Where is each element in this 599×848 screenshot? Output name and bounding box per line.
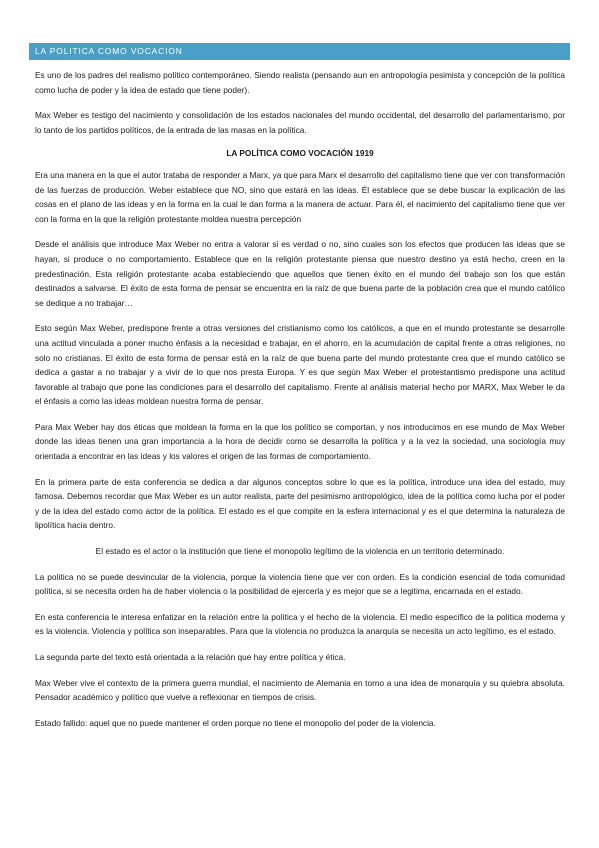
paragraph-11: La segunda parte del texto está orientada a la relación que hay entre política y ética. bbox=[35, 652, 346, 662]
header-title: LA POLITICA COMO VOCACION bbox=[35, 46, 183, 56]
paragraph-9: La política no se puede desvincular de la violencia, porque la violencia tiene que ver con orden. Es la condición esencial de toda comunidad política, si se necesita orden ha de haber violencia o la posibilidad de ejercerla y es mejor que se a legitima, encarnada en el estado. bbox=[35, 571, 565, 597]
paragraph-13: Estado fallido: aquel que no puede mantener el orden porque no tiene el monopolio del poder de la violencia. bbox=[35, 717, 436, 728]
paragraph-2: Max Weber es testigo del nacimiento y consolidación de los estados nacionales del mundo occidental, del desarrollo del parlamentarismo, por lo tanto de los partidos políticos, de la entrada de las masas en la política. bbox=[35, 110, 565, 135]
paragraph-4: Desde el análisis que introduce Max Weber no entra a valorar si es verdad o no, sino cuales son los efectos que producen las ideas que se hayan, si produce o no comportamiento. Establece que en la religión protestante piensa que nuestro destino ya está hecho, creen en la predestinación. Esta religión protestante acaba estableciendo que aquellos que tienen éxito en el mundo del trabajo son los que están destinados a salvarse. El éxito de esta forma de pensar se encuentra en la raíz de que buena parte de la población crea que el mundo católico se dedique a no trabajar… bbox=[35, 239, 565, 308]
document-body bbox=[35, 68, 565, 730]
header-bar bbox=[29, 43, 570, 60]
definition-paragraph: El estado es el actor o la institución que tiene el monopolio legítimo de la violencia en un territorio determinado. bbox=[95, 546, 505, 557]
paragraph-7: En la primera parte de esta conferencia se dedica a dar algunos conceptos sobre lo que es la política, introduce una idea del estado, muy famosa. Debemos recordar que Max Weber es un autor realista, parte del pesimismo antropológico, idea de la política como lucha por el poder y de la idea del estado como actor de la política. El estado es el que compite en la esfera internacional y es el que determina la naturaleza de lipolítica hacia dentro. bbox=[35, 476, 565, 531]
paragraph-6: Para Max Weber hay dos éticas que moldean la forma en la que los político se comportan, y nos introducimos en ese mundo de Max Weber donde las ideas tienen una gran importancia a la hora de decidir como se desarrolla la política y a la vez la sociedad, una sociología muy orientada a encontrar en las ideas y los valores el origen de las formas de comportamiento. bbox=[35, 421, 565, 462]
paragraph-10: En esta conferencia le interesa enfatizar en la relación entre la política y el hecho de la violencia. El medio específico de la política moderna y es la violencia. Violencia y política son inseparables. Para que la violencia no produzca la anarquía se necesita un acto legítimo, es el estado. bbox=[35, 611, 565, 637]
paragraph-12: Max Weber vive el contexto de la primera guerra mundial, el nacimiento de Alemania en torno a una idea de monarquía y su quiebra absoluta. Pensador académico y político que vuelve a reflexionar en tiempos de crisis. bbox=[35, 677, 565, 703]
section-heading: LA POLÍTICA COMO VOCACIÓN 1919 bbox=[226, 148, 374, 159]
paragraph-1: Es uno de los padres del realismo político contemporáneo. Siendo realista (pensando aun en antropología pesimista y concepción de la política como lucha de poder y la idea de estado que tiene poder). bbox=[35, 70, 565, 95]
paragraph-5: Esto según Max Weber, predispone frente a otras versiones del cristianismo como los católicos, a que en el mundo protestante se desarrolle una actitud vinculada a poner mucho énfasis a la necesidad e trabajar, en el ahorro, en la acumulación de capital frente a otras religiones, no solo no cristianas. El éxito de esta forma de pensar está en la raíz de que buena parte del mundo protestante crea que el mundo católico se dedica a gastar a no trabajar y a vivir de lo que nos presta Europa. Y es que según Max Weber el protestantismo predispone una actitud favorable al trabajo que pone las condiciones para el desarrollo del capitalismo. Frente al análisis material hecho por MARX, Max Weber le da el énfasis a como las ideas moldean nuestra forma de pensar. bbox=[35, 323, 565, 407]
paragraph-3: Era una manera en la que el autor trataba de responder a Marx, ya que para Marx el desarrollo del capitalismo tiene que ver con transformación de las fuerzas de producción. Weber establece que NO, sino que estará en las ideas. Él establece que se debe buscar la explicación de las cosas en el plano de las ideas y en la forma en la cual le dan forma a la manera de actuar. Para él, el nacimiento del capitalismo tiene que ver con la forma en la que la religión protestante moldea nuestra percepción bbox=[35, 169, 565, 224]
